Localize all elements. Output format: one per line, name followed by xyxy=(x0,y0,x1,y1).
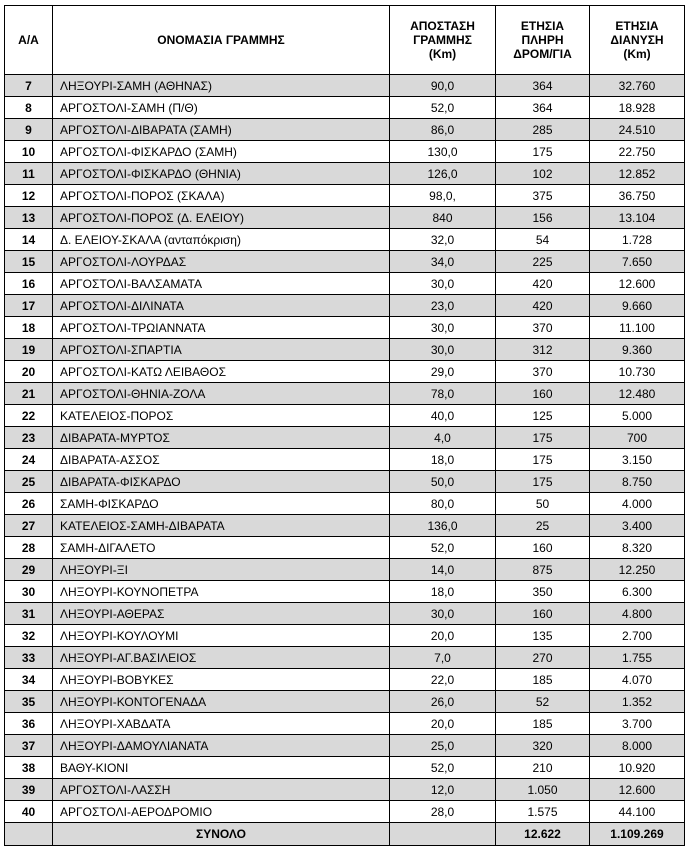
cell-aa: 23 xyxy=(5,427,53,449)
cell-aa: 12 xyxy=(5,185,53,207)
cell-annual-trips: 1.050 xyxy=(496,779,590,801)
cell-annual-km: 3.700 xyxy=(590,713,685,735)
header-line-name: ΟΝΟΜΑΣΙΑ ΓΡΑΜΜΗΣ xyxy=(53,6,390,75)
cell-aa: 7 xyxy=(5,75,53,97)
cell-line-name: ΑΡΓΟΣΤΟΛΙ-ΠΟΡΟΣ (ΣΚΑΛΑ) xyxy=(53,185,390,207)
cell-annual-km: 5.000 xyxy=(590,405,685,427)
cell-annual-trips: 375 xyxy=(496,185,590,207)
table-header xyxy=(5,6,685,75)
cell-aa: 9 xyxy=(5,119,53,141)
cell-aa: 26 xyxy=(5,493,53,515)
cell-aa: 8 xyxy=(5,97,53,119)
cell-annual-trips: 225 xyxy=(496,251,590,273)
cell-annual-km: 9.660 xyxy=(590,295,685,317)
cell-annual-trips: 320 xyxy=(496,735,590,757)
cell-annual-km: 12.600 xyxy=(590,273,685,295)
cell-distance: 130,0 xyxy=(390,141,496,163)
table-row xyxy=(5,185,685,207)
cell-annual-trips: 175 xyxy=(496,471,590,493)
cell-annual-km: 2.700 xyxy=(590,625,685,647)
cell-annual-trips: 175 xyxy=(496,427,590,449)
cell-aa: 30 xyxy=(5,581,53,603)
table-row xyxy=(5,559,685,581)
table-row xyxy=(5,119,685,141)
cell-distance: 30,0 xyxy=(390,603,496,625)
cell-distance: 136,0 xyxy=(390,515,496,537)
table-row xyxy=(5,779,685,801)
cell-aa: 37 xyxy=(5,735,53,757)
cell-distance: 52,0 xyxy=(390,537,496,559)
cell-distance: 840 xyxy=(390,207,496,229)
cell-line-name: ΑΡΓΟΣΤΟΛΙ-ΣΠΑΡΤΙΑ xyxy=(53,339,390,361)
cell-annual-km: 1.728 xyxy=(590,229,685,251)
cell-annual-trips: 420 xyxy=(496,295,590,317)
cell-aa: 38 xyxy=(5,757,53,779)
cell-distance: 90,0 xyxy=(390,75,496,97)
table-row xyxy=(5,757,685,779)
cell-line-name: ΛΗΞΟΥΡΙ-ΚΟΝΤΟΓΕΝΑΔΑ xyxy=(53,691,390,713)
table-row xyxy=(5,163,685,185)
cell-annual-trips: 1.575 xyxy=(496,801,590,823)
bus-lines-table xyxy=(4,5,685,846)
cell-annual-km: 12.250 xyxy=(590,559,685,581)
cell-line-name: ΑΡΓΟΣΤΟΛΙ-ΤΡΩΙΑΝΝΑΤΑ xyxy=(53,317,390,339)
table-row xyxy=(5,581,685,603)
cell-annual-km: 8.000 xyxy=(590,735,685,757)
table-row xyxy=(5,97,685,119)
cell-line-name: ΛΗΞΟΥΡΙ-ΒΟΒΥΚΕΣ xyxy=(53,669,390,691)
cell-annual-km: 10.730 xyxy=(590,361,685,383)
cell-line-name: ΛΗΞΟΥΡΙ-ΣΑΜΗ (ΑΘΗΝΑΣ) xyxy=(53,75,390,97)
cell-line-name: ΑΡΓΟΣΤΟΛΙ-ΣΑΜΗ (Π/Θ) xyxy=(53,97,390,119)
cell-distance: 18,0 xyxy=(390,581,496,603)
header-aa: Α/Α xyxy=(5,6,53,75)
cell-annual-km: 4.800 xyxy=(590,603,685,625)
table-row xyxy=(5,141,685,163)
cell-annual-trips: 185 xyxy=(496,713,590,735)
cell-aa: 11 xyxy=(5,163,53,185)
cell-aa: 33 xyxy=(5,647,53,669)
table-row xyxy=(5,405,685,427)
cell-line-name: ΛΗΞΟΥΡΙ-ΚΟΥΝΟΠΕΤΡΑ xyxy=(53,581,390,603)
cell-annual-trips: 350 xyxy=(496,581,590,603)
cell-annual-km: 36.750 xyxy=(590,185,685,207)
cell-distance: 52,0 xyxy=(390,757,496,779)
cell-annual-trips: 135 xyxy=(496,625,590,647)
table-row xyxy=(5,295,685,317)
cell-distance: 30,0 xyxy=(390,317,496,339)
table-row xyxy=(5,691,685,713)
cell-distance: 4,0 xyxy=(390,427,496,449)
table-footer xyxy=(5,823,685,846)
cell-distance: 12,0 xyxy=(390,779,496,801)
header-annual-km: ΕΤΗΣΙΑ ΔΙΑΝΥΣΗ (Km) xyxy=(590,6,685,75)
table-row xyxy=(5,471,685,493)
cell-distance: 25,0 xyxy=(390,735,496,757)
cell-line-name: ΑΡΓΟΣΤΟΛΙ-ΦΙΣΚΑΡΔΟ (ΣΑΜΗ) xyxy=(53,141,390,163)
cell-distance: 28,0 xyxy=(390,801,496,823)
cell-annual-trips: 156 xyxy=(496,207,590,229)
table-row xyxy=(5,273,685,295)
cell-annual-trips: 364 xyxy=(496,75,590,97)
cell-line-name: ΔΙΒΑΡΑΤΑ-ΦΙΣΚΑΡΔΟ xyxy=(53,471,390,493)
cell-line-name: ΔΙΒΑΡΑΤΑ-ΑΣΣΟΣ xyxy=(53,449,390,471)
cell-aa: 36 xyxy=(5,713,53,735)
table-row xyxy=(5,317,685,339)
cell-annual-trips: 160 xyxy=(496,537,590,559)
cell-annual-km: 4.070 xyxy=(590,669,685,691)
cell-line-name: ΣΑΜΗ-ΦΙΣΚΑΡΔΟ xyxy=(53,493,390,515)
cell-line-name: ΑΡΓΟΣΤΟΛΙ-ΘΗΝΙΑ-ΖΟΛΑ xyxy=(53,383,390,405)
cell-annual-km: 12.852 xyxy=(590,163,685,185)
cell-aa: 24 xyxy=(5,449,53,471)
cell-annual-km: 10.920 xyxy=(590,757,685,779)
cell-annual-km: 12.600 xyxy=(590,779,685,801)
table-row xyxy=(5,449,685,471)
cell-annual-km: 700 xyxy=(590,427,685,449)
cell-line-name: ΛΗΞΟΥΡΙ-ΔΑΜΟΥΛΙΑΝΑΤΑ xyxy=(53,735,390,757)
cell-distance: 29,0 xyxy=(390,361,496,383)
cell-distance: 34,0 xyxy=(390,251,496,273)
cell-distance: 22,0 xyxy=(390,669,496,691)
cell-annual-km: 1.352 xyxy=(590,691,685,713)
table-row xyxy=(5,647,685,669)
cell-annual-km: 8.320 xyxy=(590,537,685,559)
cell-aa: 10 xyxy=(5,141,53,163)
cell-annual-trips: 185 xyxy=(496,669,590,691)
cell-distance: 18,0 xyxy=(390,449,496,471)
cell-annual-trips: 420 xyxy=(496,273,590,295)
cell-aa: 21 xyxy=(5,383,53,405)
table-row xyxy=(5,251,685,273)
cell-aa: 17 xyxy=(5,295,53,317)
cell-aa: 14 xyxy=(5,229,53,251)
cell-annual-km: 9.360 xyxy=(590,339,685,361)
cell-annual-trips: 54 xyxy=(496,229,590,251)
table-row xyxy=(5,713,685,735)
cell-line-name: ΑΡΓΟΣΤΟΛΙ-ΦΙΣΚΑΡΔΟ (ΘΗΝΙΑ) xyxy=(53,163,390,185)
cell-annual-km: 3.400 xyxy=(590,515,685,537)
cell-aa: 34 xyxy=(5,669,53,691)
cell-aa: 31 xyxy=(5,603,53,625)
cell-distance: 32,0 xyxy=(390,229,496,251)
cell-aa: 35 xyxy=(5,691,53,713)
cell-aa: 22 xyxy=(5,405,53,427)
table-row xyxy=(5,537,685,559)
total-row xyxy=(5,823,685,846)
cell-annual-trips: 312 xyxy=(496,339,590,361)
table-row xyxy=(5,603,685,625)
cell-annual-trips: 160 xyxy=(496,383,590,405)
cell-distance: 98,0, xyxy=(390,185,496,207)
table-row xyxy=(5,229,685,251)
cell-annual-trips: 175 xyxy=(496,141,590,163)
cell-annual-km: 11.100 xyxy=(590,317,685,339)
cell-aa: 40 xyxy=(5,801,53,823)
cell-line-name: Δ. ΕΛΕΙΟΥ-ΣΚΑΛΑ (ανταπόκριση) xyxy=(53,229,390,251)
cell-distance: 86,0 xyxy=(390,119,496,141)
cell-annual-trips: 52 xyxy=(496,691,590,713)
total-trips: 12.622 xyxy=(496,823,590,846)
cell-aa: 39 xyxy=(5,779,53,801)
cell-aa: 15 xyxy=(5,251,53,273)
cell-annual-trips: 175 xyxy=(496,449,590,471)
cell-distance: 50,0 xyxy=(390,471,496,493)
cell-aa: 29 xyxy=(5,559,53,581)
cell-distance: 26,0 xyxy=(390,691,496,713)
cell-line-name: ΒΑΘΥ-ΚΙΟΝΙ xyxy=(53,757,390,779)
cell-line-name: ΑΡΓΟΣΤΟΛΙ-ΔΙΛΙΝΑΤΑ xyxy=(53,295,390,317)
cell-distance: 14,0 xyxy=(390,559,496,581)
cell-annual-trips: 102 xyxy=(496,163,590,185)
cell-line-name: ΣΑΜΗ-ΔΙΓΑΛΕΤΟ xyxy=(53,537,390,559)
cell-annual-km: 18.928 xyxy=(590,97,685,119)
cell-line-name: ΑΡΓΟΣΤΟΛΙ-ΛΟΥΡΔΑΣ xyxy=(53,251,390,273)
table-row xyxy=(5,339,685,361)
cell-distance: 40,0 xyxy=(390,405,496,427)
cell-annual-trips: 210 xyxy=(496,757,590,779)
cell-annual-trips: 25 xyxy=(496,515,590,537)
cell-aa: 25 xyxy=(5,471,53,493)
cell-annual-trips: 270 xyxy=(496,647,590,669)
cell-line-name: ΑΡΓΟΣΤΟΛΙ-ΒΑΛΣΑΜΑΤΑ xyxy=(53,273,390,295)
cell-distance: 126,0 xyxy=(390,163,496,185)
cell-line-name: ΛΗΞΟΥΡΙ-ΑΘΕΡΑΣ xyxy=(53,603,390,625)
cell-line-name: ΛΗΞΟΥΡΙ-ΞΙ xyxy=(53,559,390,581)
table-row xyxy=(5,515,685,537)
cell-line-name: ΑΡΓΟΣΤΟΛΙ-ΛΑΣΣΗ xyxy=(53,779,390,801)
cell-line-name: ΛΗΞΟΥΡΙ-ΧΑΒΔΑΤΑ xyxy=(53,713,390,735)
cell-annual-trips: 125 xyxy=(496,405,590,427)
table-row xyxy=(5,427,685,449)
total-annual-km: 1.109.269 xyxy=(590,823,685,846)
cell-annual-km: 13.104 xyxy=(590,207,685,229)
cell-annual-km: 12.480 xyxy=(590,383,685,405)
cell-annual-km: 7.650 xyxy=(590,251,685,273)
cell-annual-km: 32.760 xyxy=(590,75,685,97)
cell-line-name: ΛΗΞΟΥΡΙ-ΚΟΥΛΟΥΜΙ xyxy=(53,625,390,647)
cell-distance: 30,0 xyxy=(390,273,496,295)
cell-annual-trips: 370 xyxy=(496,317,590,339)
cell-aa: 18 xyxy=(5,317,53,339)
cell-distance: 52,0 xyxy=(390,97,496,119)
cell-annual-km: 44.100 xyxy=(590,801,685,823)
cell-line-name: ΑΡΓΟΣΤΟΛΙ-ΑΕΡΟΔΡΟΜΙΟ xyxy=(53,801,390,823)
table-row xyxy=(5,383,685,405)
cell-annual-trips: 285 xyxy=(496,119,590,141)
cell-distance: 7,0 xyxy=(390,647,496,669)
table-row xyxy=(5,361,685,383)
table-row xyxy=(5,735,685,757)
cell-annual-trips: 370 xyxy=(496,361,590,383)
cell-line-name: ΑΡΓΟΣΤΟΛΙ-ΠΟΡΟΣ (Δ. ΕΛΕΙΟΥ) xyxy=(53,207,390,229)
table-row xyxy=(5,801,685,823)
cell-aa: 13 xyxy=(5,207,53,229)
cell-annual-km: 4.000 xyxy=(590,493,685,515)
cell-aa: 32 xyxy=(5,625,53,647)
cell-aa: 16 xyxy=(5,273,53,295)
table-row xyxy=(5,493,685,515)
cell-distance: 80,0 xyxy=(390,493,496,515)
cell-annual-km: 22.750 xyxy=(590,141,685,163)
table-row xyxy=(5,75,685,97)
cell-annual-trips: 160 xyxy=(496,603,590,625)
cell-distance: 30,0 xyxy=(390,339,496,361)
table-row xyxy=(5,207,685,229)
cell-line-name: ΚΑΤΕΛΕΙΟΣ-ΣΑΜΗ-ΔΙΒΑΡΑΤΑ xyxy=(53,515,390,537)
cell-line-name: ΛΗΞΟΥΡΙ-ΑΓ.ΒΑΣΙΛΕΙΟΣ xyxy=(53,647,390,669)
cell-aa: 27 xyxy=(5,515,53,537)
cell-annual-trips: 50 xyxy=(496,493,590,515)
header-annual-trips: ΕΤΗΣΙΑ ΠΛΗΡΗ ΔΡΟΜ/ΓΙΑ xyxy=(496,6,590,75)
cell-annual-km: 1.755 xyxy=(590,647,685,669)
cell-line-name: ΚΑΤΕΛΕΙΟΣ-ΠΟΡΟΣ xyxy=(53,405,390,427)
cell-annual-trips: 364 xyxy=(496,97,590,119)
cell-distance: 78,0 xyxy=(390,383,496,405)
cell-aa: 19 xyxy=(5,339,53,361)
table-row xyxy=(5,669,685,691)
cell-annual-km: 24.510 xyxy=(590,119,685,141)
table-row xyxy=(5,625,685,647)
cell-annual-trips: 875 xyxy=(496,559,590,581)
cell-annual-km: 8.750 xyxy=(590,471,685,493)
cell-distance: 20,0 xyxy=(390,713,496,735)
cell-distance: 23,0 xyxy=(390,295,496,317)
cell-line-name: ΑΡΓΟΣΤΟΛΙ-ΚΑΤΩ ΛΕΙΒΑΘΟΣ xyxy=(53,361,390,383)
total-label: ΣΥΝΟΛΟ xyxy=(53,823,390,846)
cell-aa: 28 xyxy=(5,537,53,559)
cell-distance: 20,0 xyxy=(390,625,496,647)
cell-aa: 20 xyxy=(5,361,53,383)
header-distance: ΑΠΟΣΤΑΣΗ ΓΡΑΜΜΗΣ (Km) xyxy=(390,6,496,75)
cell-line-name: ΔΙΒΑΡΑΤΑ-ΜΥΡΤΟΣ xyxy=(53,427,390,449)
cell-annual-km: 3.150 xyxy=(590,449,685,471)
table-body xyxy=(5,75,685,823)
cell-line-name: ΑΡΓΟΣΤΟΛΙ-ΔΙΒΑΡΑΤΑ (ΣΑΜΗ) xyxy=(53,119,390,141)
cell-annual-km: 6.300 xyxy=(590,581,685,603)
